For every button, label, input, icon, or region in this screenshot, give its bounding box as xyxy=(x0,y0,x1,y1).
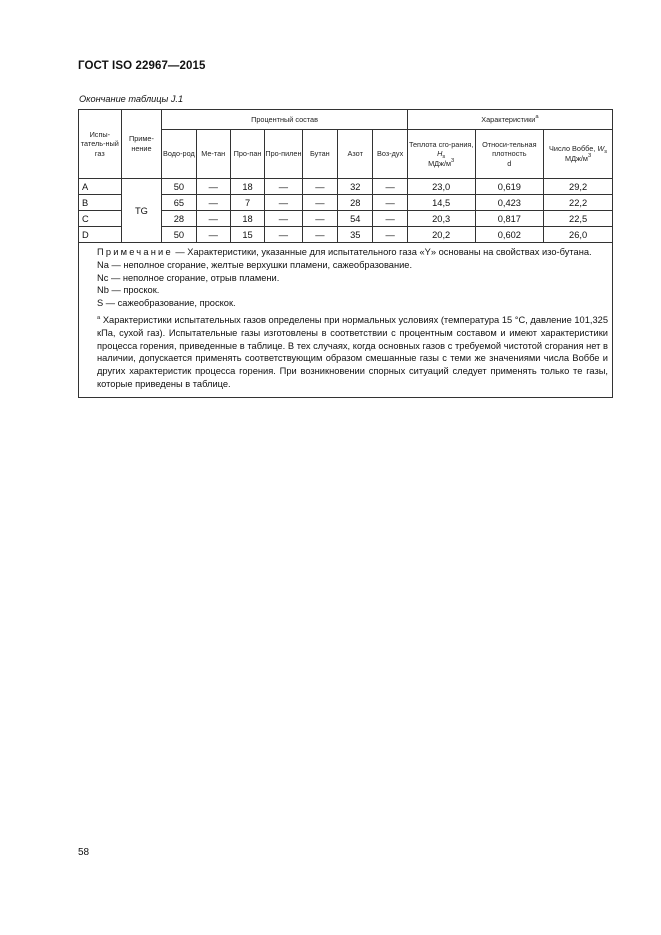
cell-propylene: — xyxy=(265,227,302,243)
cell-hydrogen: 50 xyxy=(162,227,196,243)
header-propylene: Про-пилен xyxy=(265,130,302,179)
cell-wobbe: 29,2 xyxy=(544,179,613,195)
cell-butane: — xyxy=(302,211,337,227)
header-application: Приме-нение xyxy=(121,110,162,179)
cell-hydrogen: 50 xyxy=(162,179,196,195)
application-value: TG xyxy=(121,179,162,243)
header-relative-density: Относи-тельная плотность d xyxy=(475,130,544,179)
cell-propane: 18 xyxy=(230,211,264,227)
cell-heat: 20,2 xyxy=(407,227,475,243)
cell-air: — xyxy=(373,179,407,195)
cell-butane: — xyxy=(302,179,337,195)
cell-wobbe: 22,5 xyxy=(544,211,613,227)
header-butane: Бутан xyxy=(302,130,337,179)
note-title: Примечание xyxy=(97,247,173,257)
cell-wobbe: 22,2 xyxy=(544,195,613,211)
table-notes xyxy=(79,243,613,398)
cell-methane: — xyxy=(196,195,230,211)
cell-hydrogen: 65 xyxy=(162,195,196,211)
gas-name: B xyxy=(79,195,122,211)
header-characteristics-group: Характеристики$^a$ xyxy=(407,110,612,130)
header-air: Воз-дух xyxy=(373,130,407,179)
cell-density: 0,817 xyxy=(475,211,544,227)
cell-propane: 15 xyxy=(230,227,264,243)
cell-air: — xyxy=(373,211,407,227)
header-propane: Про-пан xyxy=(230,130,264,179)
cell-methane: — xyxy=(196,179,230,195)
cell-methane: — xyxy=(196,211,230,227)
footnote-a: $^a$ Характеристики испытательных газов определены при нормальных условиях (температура 15 °С, давление 101,325 кПа, сухой газ). Испытательные газы изготовлены в соответствии с процентным составом и имеют характеристики процесса горения, приведенные в таблице. В тех случаях, когда основных газов с требуемой чистотой сгорания нет в наличии, допускается применять соответствующим образом смешанные газы с теми же значениями числа Воббе и других характеристик процесса горения. При возникновении спорных ситуаций следует применять только те газы, которые приведены в таблице. xyxy=(97,314,608,389)
note-nb: Nb — проскок. xyxy=(97,285,160,296)
cell-propylene: — xyxy=(265,195,302,211)
cell-heat: 23,0 xyxy=(407,179,475,195)
cell-density: 0,602 xyxy=(475,227,544,243)
note-na: Na — неполное сгорание, желтые верхушки пламени, сажеобразование. xyxy=(97,259,413,270)
page-number: 58 xyxy=(78,847,90,858)
cell-heat: 20,3 xyxy=(407,211,475,227)
cell-air: — xyxy=(373,227,407,243)
table-caption: Окончание таблицы J.1 xyxy=(79,94,184,104)
cell-propylene: — xyxy=(265,211,302,227)
gas-name: C xyxy=(79,211,122,227)
cell-nitrogen: 28 xyxy=(338,195,373,211)
gas-name: D xyxy=(79,227,122,243)
note-nc: Nc — неполное сгорание, отрыв пламени. xyxy=(97,272,280,283)
cell-butane: — xyxy=(302,227,337,243)
cell-nitrogen: 32 xyxy=(338,179,373,195)
header-wobbe-index: Число Воббе, $W_s$ МДж/$м^3$ xyxy=(544,130,613,179)
cell-heat: 14,5 xyxy=(407,195,475,211)
cell-air: — xyxy=(373,195,407,211)
gas-name: A xyxy=(79,179,122,195)
document-header: ГОСТ ISO 22967—2015 xyxy=(78,60,206,72)
footnote-marker: a xyxy=(535,113,539,120)
header-hydrogen: Водо-род xyxy=(162,130,196,179)
header-heat-of-combustion: Теплота сго-рания, $H_s$ МДж/$м^3$ xyxy=(407,130,475,179)
cell-nitrogen: 54 xyxy=(338,211,373,227)
gas-composition-table xyxy=(78,109,613,398)
note-intro: Примечание — Характеристики, указанные для испытательного газа «Y» основаны на свойствах изо-бутана. xyxy=(97,247,592,257)
header-methane: Ме-тан xyxy=(196,130,230,179)
cell-propylene: — xyxy=(265,179,302,195)
cell-density: 0,423 xyxy=(475,195,544,211)
cell-propane: 18 xyxy=(230,179,264,195)
cell-wobbe: 26,0 xyxy=(544,227,613,243)
table-row xyxy=(79,179,613,195)
cell-methane: — xyxy=(196,227,230,243)
cell-nitrogen: 35 xyxy=(338,227,373,243)
note-s: S — сажеобразование, проскок. xyxy=(97,298,236,309)
header-nitrogen: Азот xyxy=(338,130,373,179)
cell-density: 0,619 xyxy=(475,179,544,195)
header-test-gas: Испы-татель-ный газ xyxy=(79,110,122,179)
header-composition-group: Процентный состав xyxy=(162,110,408,130)
cell-propane: 7 xyxy=(230,195,264,211)
cell-hydrogen: 28 xyxy=(162,211,196,227)
cell-butane: — xyxy=(302,195,337,211)
